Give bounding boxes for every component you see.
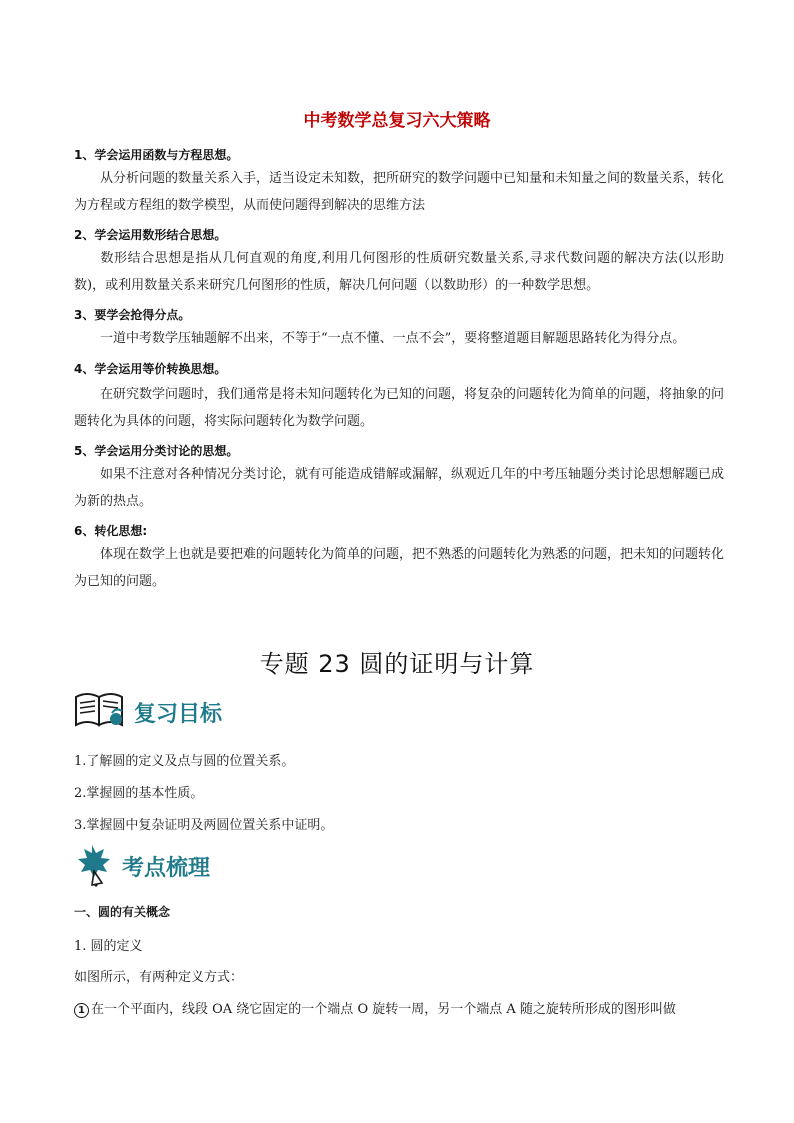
strategy-heading-6: 6、转化思想:	[74, 524, 148, 538]
strategy-body-4	[74, 381, 724, 435]
strategy-title: 中考数学总复习六大策略	[303, 111, 491, 131]
strategy-heading-5: 5、学会运用分类讨论的思想。	[74, 444, 239, 458]
open-book-icon	[72, 689, 128, 735]
objective-2: 2.掌握圆的基本性质。	[74, 786, 204, 801]
subsection-1-heading: 1. 圆的定义	[74, 939, 143, 954]
objective-3: 3.掌握圆中复杂证明及两圆位置关系中证明。	[74, 818, 334, 833]
strategy-body-3	[74, 325, 724, 352]
strategy-body-6	[74, 541, 724, 595]
strategy-heading-3: 3、要学会抢得分点。	[74, 308, 191, 322]
strategy-body-2-text: 数形结合思想是指从几何直观的角度,利用几何图形的性质研究数量关系,寻求代数问题的解决方法(以形助数)，或利用数量关系来研究几何图形的性质，解决几何问题（以数助形）的一种数学思想。	[74, 251, 724, 293]
strategy-body-5	[74, 461, 724, 515]
points-banner-label: 考点梳理	[122, 855, 211, 881]
definition-1-text: 在一个平面内，线段 OA 绕它固定的一个端点 O 旋转一周，另一个端点 A 随之旋转所形成的图形叫做	[91, 1002, 676, 1017]
review-banner-label: 复习目标	[134, 701, 223, 727]
strategy-heading-2: 2、学会运用数形结合思想。	[74, 228, 227, 242]
strategy-body-5-text: 如果不注意对各种情况分类讨论，就有可能造成错解或漏解，纵观近几年的中考压轴题分类讨论思想解题已成为新的热点。	[74, 467, 725, 509]
strategy-body-4-text: 在研究数学问题时，我们通常是将未知问题转化为已知的问题，将复杂的问题转化为简单的问题，将抽象的问题转化为具体的问题，将实际问题转化为数学问题。	[74, 387, 725, 429]
strategy-body-2	[74, 245, 724, 299]
points-banner	[72, 844, 210, 888]
maple-leaf-bell-icon	[72, 841, 116, 891]
strategy-body-1-text: 从分析问题的数量关系入手，适当设定未知数，把所研究的数学问题中已知量和未知量之间的数量关系，转化为方程或方程组的数学模型，从而使问题得到解决的思维方法	[74, 171, 725, 213]
section-1-heading: 一、圆的有关概念	[74, 905, 171, 919]
strategy-body-6-text: 体现在数学上也就是要把难的问题转化为简单的问题，把不熟悉的问题转化为熟悉的问题，把未知的问题转化为已知的问题。	[74, 547, 725, 589]
circled-number: 1	[74, 1003, 89, 1018]
definition-intro: 如图所示，有两种定义方式：	[74, 970, 244, 985]
strategy-heading-1: 1、学会运用函数与方程思想。	[74, 148, 239, 162]
strategy-body-1	[74, 165, 724, 219]
topic-title: 专题 23 圆的证明与计算	[259, 650, 535, 678]
definition-1	[74, 998, 734, 1018]
strategy-body-3-text: 一道中考数学压轴题解不出来，不等于“一点不懂、一点不会”，要将整道题目解题思路转化为得分点。	[100, 331, 686, 346]
review-banner	[72, 690, 222, 734]
strategy-heading-4: 4、学会运用等价转换思想。	[74, 362, 227, 376]
objective-1: 1.了解圆的定义及点与圆的位置关系。	[74, 754, 295, 769]
